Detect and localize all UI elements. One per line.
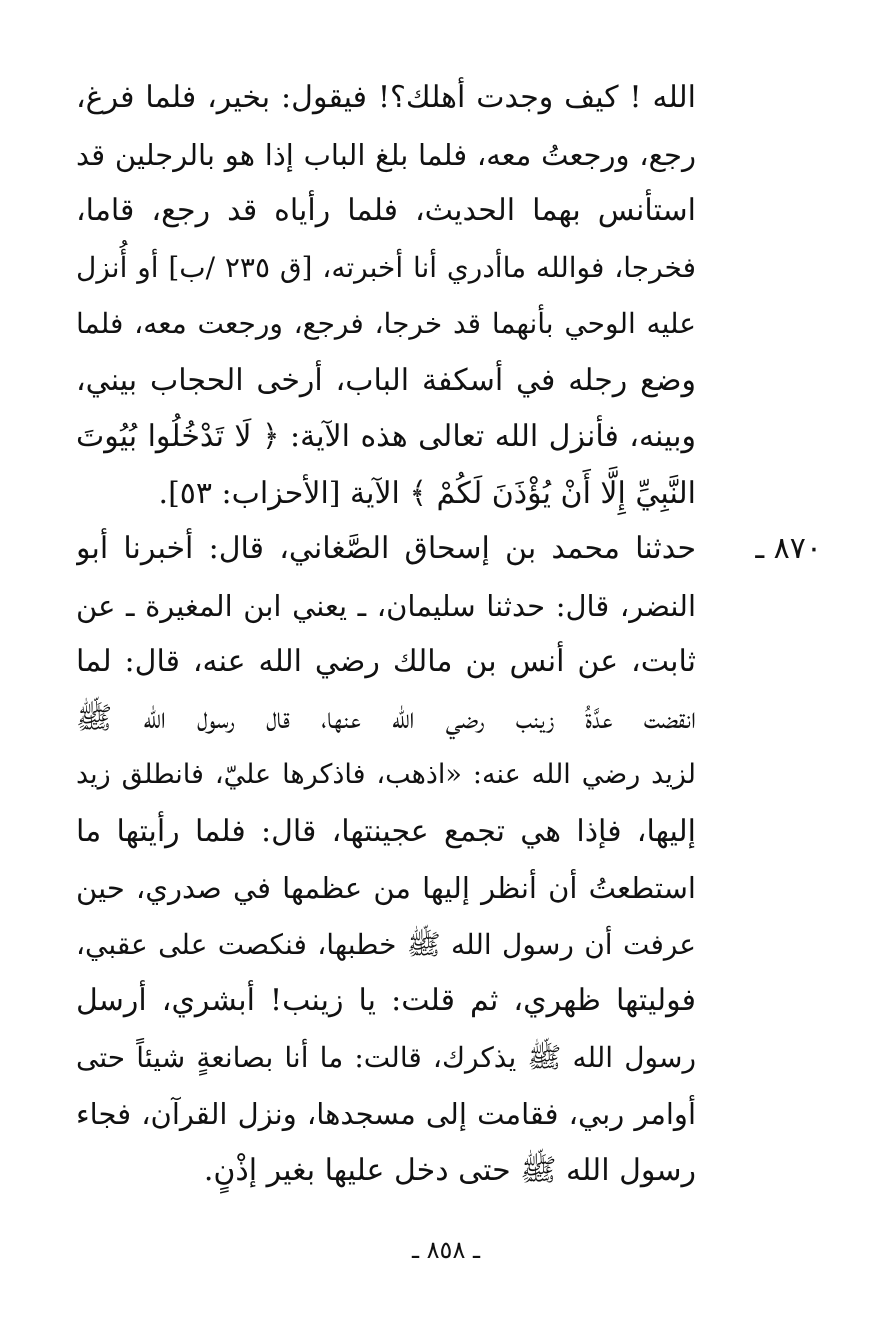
- page-number: ـ ٨٥٨ ـ: [411, 1236, 480, 1264]
- text-line: فوليتها ظهري، ثم قلت: يا زينب! أبشري، أرسل: [76, 983, 696, 1018]
- text-line: عليه الوحي بأنهما قد خرجا، فرجع، ورجعت معه، فلما: [76, 307, 696, 340]
- text-line: انقضت عدَّةُ زينب رضي الله عنها، قال رسول الله ﷺ: [76, 700, 696, 736]
- text-line: النَّبِيِّ إِلَّا أَنْ يُؤْذَنَ لَكُمْ ﴾ الآية [الأحزاب: ٥٣].: [158, 475, 696, 511]
- text-line: استطعتُ أن أنظر إليها من عظمها في صدري، حين: [76, 871, 696, 905]
- text-line: رجع، ورجعتُ معه، فلما بلغ الباب إذا هو بالرجلين قد: [76, 137, 696, 172]
- text-line: النضر، قال: حدثنا سليمان، ـ يعني ابن المغيرة ـ عن: [76, 588, 696, 623]
- text-line: وبينه، فأنزل الله تعالى هذه الآية: ﴿ لَا تَدْخُلُوا بُيُوتَ: [76, 419, 696, 454]
- text-line: رسول الله ﷺ حتى دخل عليها بغير إذْنٍ.: [203, 1152, 696, 1188]
- text-line: أوامر ربي، فقامت إلى مسجدها، ونزل القرآن، فجاء: [76, 1097, 696, 1131]
- text-line: حدثنا محمد بن إسحاق الصَّغاني، قال: أخبرنا أبو: [76, 531, 696, 566]
- text-line: الله ! كيف وجدت أهلك؟! فيقول: بخير، فلما فرغ،: [76, 80, 696, 115]
- text-line: ثابت، عن أنس بن مالك رضي الله عنه، قال: لما: [76, 644, 696, 679]
- text-line: استأنس بهما الحديث، فلما رأياه قد رجع، قاما،: [76, 193, 696, 228]
- text-line: فخرجا، فوالله ماأدري أنا أخبرته، [ق ٢٣٥ /ب] أو أُنزل: [76, 250, 696, 284]
- text-line: وضع رجله في أسكفة الباب، أرخى الحجاب بيني،: [76, 362, 696, 398]
- text-line: إليها، فإذا هي تجمع عجينتها، قال: فلما رأيتها ما: [76, 813, 696, 849]
- text-line: رسول الله ﷺ يذكرك، قالت: ما أنا بصانعةٍ شيئاً حتى: [76, 1040, 696, 1074]
- paragraph-continuation: [76, 70, 696, 522]
- text-line: عرفت أن رسول الله ﷺ خطبها، فنكصت على عقبي،: [76, 927, 696, 961]
- hadith-870-text: [76, 521, 696, 1199]
- text-line: لزيد رضي الله عنه: «اذهب، فاذكرها عليّ، فانطلق زيد: [76, 759, 696, 790]
- hadith-number: ٨٧٠ ـ: [755, 531, 822, 566]
